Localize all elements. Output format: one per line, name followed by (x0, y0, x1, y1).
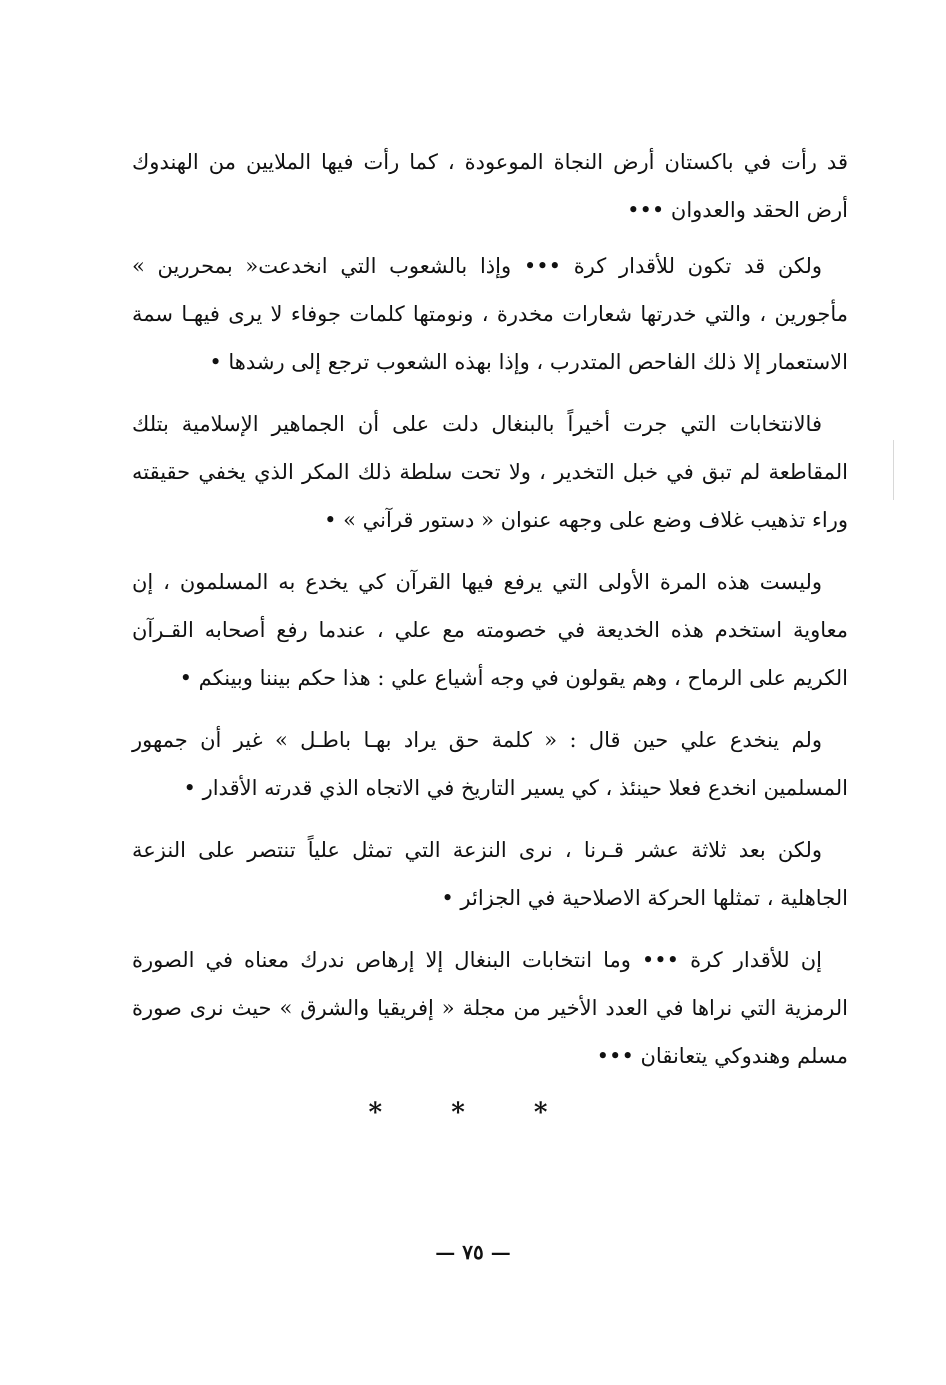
body-text (132, 138, 848, 1094)
paragraph-7: إن للأقدار كرة ••• وما انتخابات البنغال إلا إرهاص ندرك معناه في الصورة الرمزية التي نراها في العدد الأخير من مجلة « إفريقيا والشرق » حيث نرى صورة مسلم وهندوكي يتعانقان ••• (132, 948, 848, 1068)
paragraph-3: فالانتخابات التي جرت أخيراً بالبنغال دلت على أن الجماهير الإسلامية بتلك المقاطعة لم تبق في خبل التخدير ، ولا تحت سلطة ذلك المكر الذي يخفي حقيقته وراء تذهيب غلاف وضع على وجهه عنوان « دستور قرآني » • (132, 412, 848, 532)
scan-margin-mark (893, 440, 894, 500)
page-number: — ٧٥ — (435, 1240, 511, 1264)
paragraph-6: ولكن بعد ثلاثة عشر قـرنا ، نرى النزعة التي تمثل علياً تنتصر على النزعة الجاهلية ، تمثلها الحركة الاصلاحية في الجزائر • (132, 838, 848, 910)
paragraph-5: ولم ينخدع علي حين قال : « كلمة حق يراد بهـا باطـل » غير أن جمهور المسلمين انخدع فعلا حينئذ ، كي يسير التاريخ في الاتجاه الذي قدرته الأقدار • (132, 728, 848, 800)
paragraph-4: وليست هذه المرة الأولى التي يرفع فيها القرآن كي يخدع به المسلمون ، إن معاوية استخدم هذه الخديعة في خصومته مع علي ، عندما رفع أصحابه القـرآن الكريم على الرماح ، وهم يقولون في وجه أشياع علي : هذا حكم بيننا وبينكم • (132, 570, 848, 690)
paragraph-2: ولكن قد تكون للأقدار كرة ••• وإذا بالشعوب التي انخدعت« بمحررين » مأجورين ، والتي خدرتها شعارات مخدرة ، ونومتها كلمات جوفاء لا يرى فيهـا سمة الاستعمار إلا ذلك الفاحص المتدرب ، وإذا بهذه الشعوب ترجع إلى رشدها • (132, 254, 848, 374)
section-separator: * * * (368, 1098, 578, 1128)
paragraph-1: قد رأت في باكستان أرض النجاة الموعودة ، كما رأت فيها الملايين من الهندوك أرض الحقد والعدوان ••• (132, 150, 848, 222)
